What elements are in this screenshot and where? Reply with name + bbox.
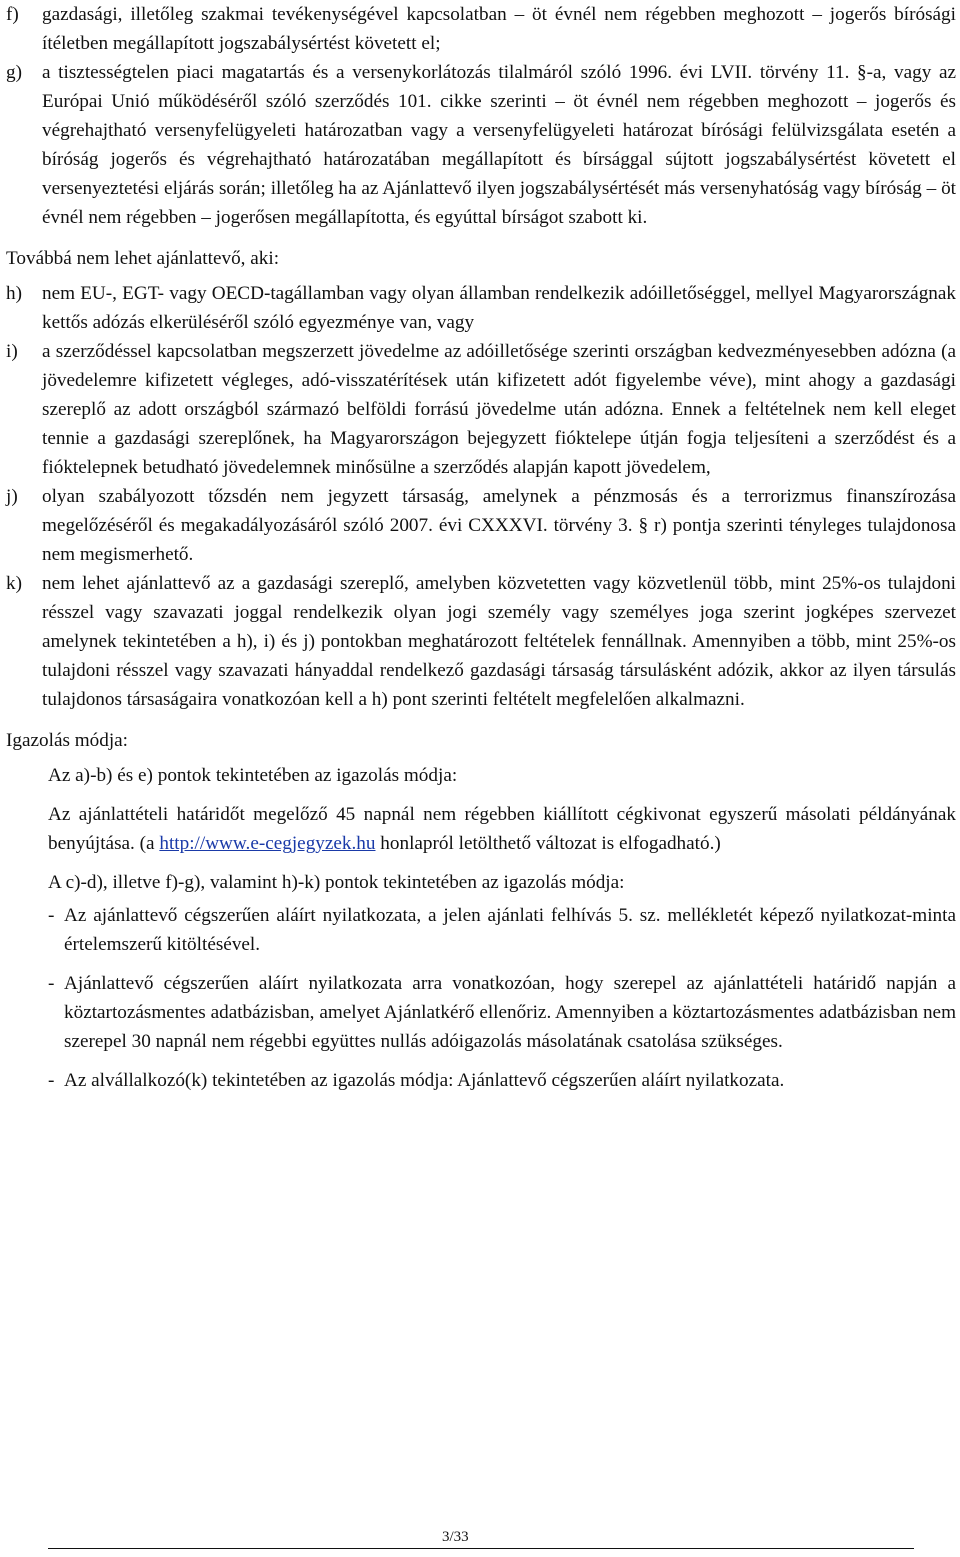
- item-text: nem lehet ajánlattevő az a gazdasági szereplő, amelyben közvetetten vagy közvetlenül több, mint 25%-os tulajdoni résszel vagy szavazati joggal rendelkezik olyan jogi személy vagy személyes joga szerint jogképes szervezet amelynek tekintetében a h), i) és j) pontokban meghatározott feltételek fennállnak. Amennyiben a több, mint 25%-os tulajdoni résszel vagy szavazati hányaddal rendelkező gazdasági társaság társulásként adózik, akkor az ilyen társulás tulajdonos társaságaira vonatkozóan kell a h) pont szerinti feltételt megfelelően alkalmazni.: [42, 573, 956, 710]
- proof-subheading-2: A c)-d), illetve f)-g), valamint h)-k) pontok tekintetében az igazolás módja:: [48, 872, 625, 893]
- document-page: [6, 0, 956, 1095]
- item-label: f): [6, 4, 19, 25]
- dash-marker: -: [48, 905, 55, 926]
- list-item-g: [6, 58, 956, 232]
- item-label: g): [6, 62, 22, 83]
- intro-paragraph: Továbbá nem lehet ajánlattevő, aki:: [6, 248, 280, 269]
- dash-marker: -: [48, 973, 55, 994]
- dash-text: Az alvállalkozó(k) tekintetében az igazolás módja: Ajánlattevő cégszerűen aláírt nyilatkozata.: [64, 1070, 785, 1091]
- dash-item: [6, 1066, 956, 1095]
- dash-item: [6, 901, 956, 959]
- item-label: h): [6, 283, 22, 304]
- dash-marker: -: [48, 1070, 55, 1091]
- list-item-k: [6, 569, 956, 714]
- page-footer: [48, 1524, 914, 1549]
- item-label: i): [6, 341, 18, 362]
- item-text: olyan szabályozott tőzsdén nem jegyzett társaság, amelynek a pénzmosás és a terrorizmus finanszírozása megelőzéséről és megakadályozásáról szóló 2007. évi CXXXVI. törvény 3. § r) pontja szerinti tényleges tulajdonosa nem megismerhető.: [42, 486, 956, 565]
- dash-text: Az ajánlattevő cégszerűen aláírt nyilatkozata, a jelen ajánlati felhívás 5. sz. mellékletét képező nyilatkozat-minta értelemszerű kitöltésével.: [64, 905, 956, 955]
- list-item-f: [6, 0, 956, 58]
- item-text: a szerződéssel kapcsolatban megszerzett jövedelme az adóilletősége szerinti országban kedvezményesebben adózna (a jövedelemre kifizetett végleges, adó-visszatérítések után kifizetett adót figyelembe véve), mint ahogy a gazdasági szereplő az adott országból származó belföldi forrású jövedelme után adózna. Ennek a feltételnek nem kell eleget tennie a gazdasági szereplőnek, ha Magyarországon bejegyzett fióktelepe útján fogja teljesíteni a szerződést és a fióktelepnek betudható jövedelemnek minősülne a szerződés alapján kapott jövedelem,: [42, 341, 956, 478]
- dash-text: Ajánlattevő cégszerűen aláírt nyilatkozata arra vonatkozóan, hogy szerepel az ajánlattételi határidő napján a köztartozásmentes adatbázisban, amelyet Ajánlatkérő ellenőriz. Amennyiben a köztartozásmentes adatbázisban nem szerepel 30 napnál nem régebbi együttes nullás adóigazolás másolatának csatolása szükséges.: [64, 973, 956, 1052]
- list-item-j: [6, 482, 956, 569]
- proof-subheading-1: Az a)-b) és e) pontok tekintetében az igazolás módja:: [48, 765, 458, 786]
- item-label: k): [6, 573, 22, 594]
- item-text: a tisztességtelen piaci magatartás és a versenykorlátozás tilalmáról szóló 1996. évi LVII. törvény 11. §-a, vagy az Európai Unió működéséről szóló szerződés 101. cikke szerinti – öt évnél nem régebben meghozott – jogerős és végrehajtható versenyfelügyeleti határozatban vagy a versenyfelügyeleti határozat bírósági felülvizsgálata esetén a bíróság jogerős és végrehajtható határozatában megállapított és bírsággal sújtott jogszabálysértést követett el versenyeztetési eljárás során; illetőleg ha az Ajánlattevő ilyen jogszabálysértését más versenyhatóság vagy bíróság – öt évnél nem régebben – jogerősen megállapította, és egyúttal bírságot szabott ki.: [42, 62, 956, 228]
- proof-text-1: [6, 800, 956, 858]
- cegjegyzek-link[interactable]: http://www.e-cegjegyzek.hu: [159, 833, 376, 854]
- proof-text-before-link: Az ajánlattételi határidőt megelőző 45 napnál nem régebben kiállított cégkivonat egyszerű másolati példányának benyújtása. (a: [48, 804, 956, 854]
- proof-heading: Igazolás módja:: [6, 730, 129, 751]
- dash-item: [6, 969, 956, 1056]
- page-number: 3/33: [442, 1529, 469, 1545]
- item-text: nem EU-, EGT- vagy OECD-tagállamban vagy olyan államban rendelkezik adóilletőséggel, mellyel Magyarországnak kettős adózás elkerüléséről szóló egyezménye van, vagy: [42, 283, 956, 333]
- list-item-h: [6, 279, 956, 337]
- list-item-i: [6, 337, 956, 482]
- proof-text-after-link: honlapról letölthető változat is elfogadható.): [375, 833, 721, 854]
- item-text: gazdasági, illetőleg szakmai tevékenységével kapcsolatban – öt évnél nem régebben meghozott – jogerős bírósági ítéletben megállapított jogszabálysértést követett el;: [42, 4, 956, 54]
- item-label: j): [6, 486, 18, 507]
